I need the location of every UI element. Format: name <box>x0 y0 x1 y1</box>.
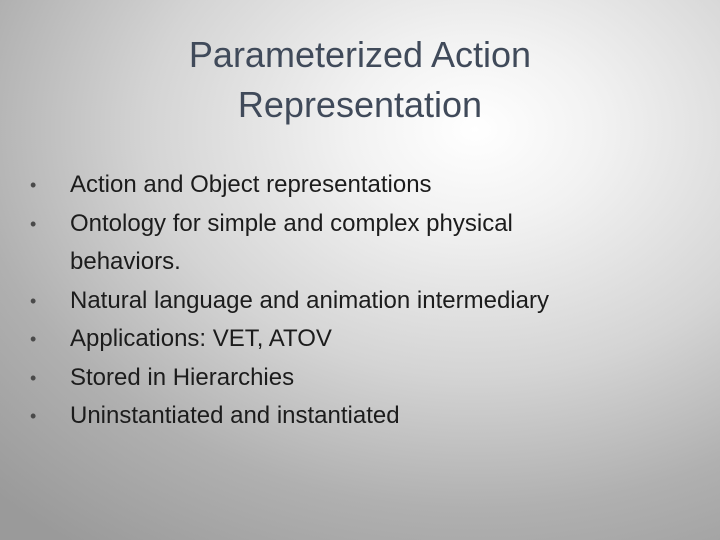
bullet-text-line: Natural language and animation intermediary <box>70 286 549 314</box>
bullet-icon: • <box>30 367 37 388</box>
bullet-icon: • <box>30 290 37 311</box>
bullet-icon: • <box>30 329 37 349</box>
bullet-text <box>70 359 690 398</box>
bullet-icon: • <box>30 175 37 195</box>
slide-title-line: Representation <box>237 84 483 125</box>
slide-title <box>80 30 640 130</box>
bullet-text <box>70 166 690 205</box>
bullet-text <box>70 397 690 436</box>
bullet-item <box>30 320 690 359</box>
bullet-text-line: Action and Object representations <box>70 171 432 198</box>
bullet-item <box>30 166 690 205</box>
bullet-list <box>30 166 690 436</box>
bullet-text <box>70 282 690 321</box>
bullet-item <box>30 359 690 398</box>
bullet-text <box>70 205 690 282</box>
bullet-item <box>30 205 690 282</box>
bullet-item <box>30 282 690 321</box>
bullet-text-line: Applications: VET, ATOV <box>70 325 332 352</box>
bullet-text-line: Stored in Hierarchies <box>70 363 295 391</box>
bullet-item <box>30 397 690 436</box>
bullet-text <box>70 320 690 359</box>
slide-title-line: Parameterized Action <box>188 34 532 75</box>
bullet-icon: • <box>30 213 37 234</box>
bullet-text-line: behaviors. <box>70 248 181 275</box>
bullet-text-line: Ontology for simple and complex physical <box>70 209 513 237</box>
bullet-icon: • <box>30 406 37 426</box>
bullet-text-line: Uninstantiated and instantiated <box>70 402 400 429</box>
